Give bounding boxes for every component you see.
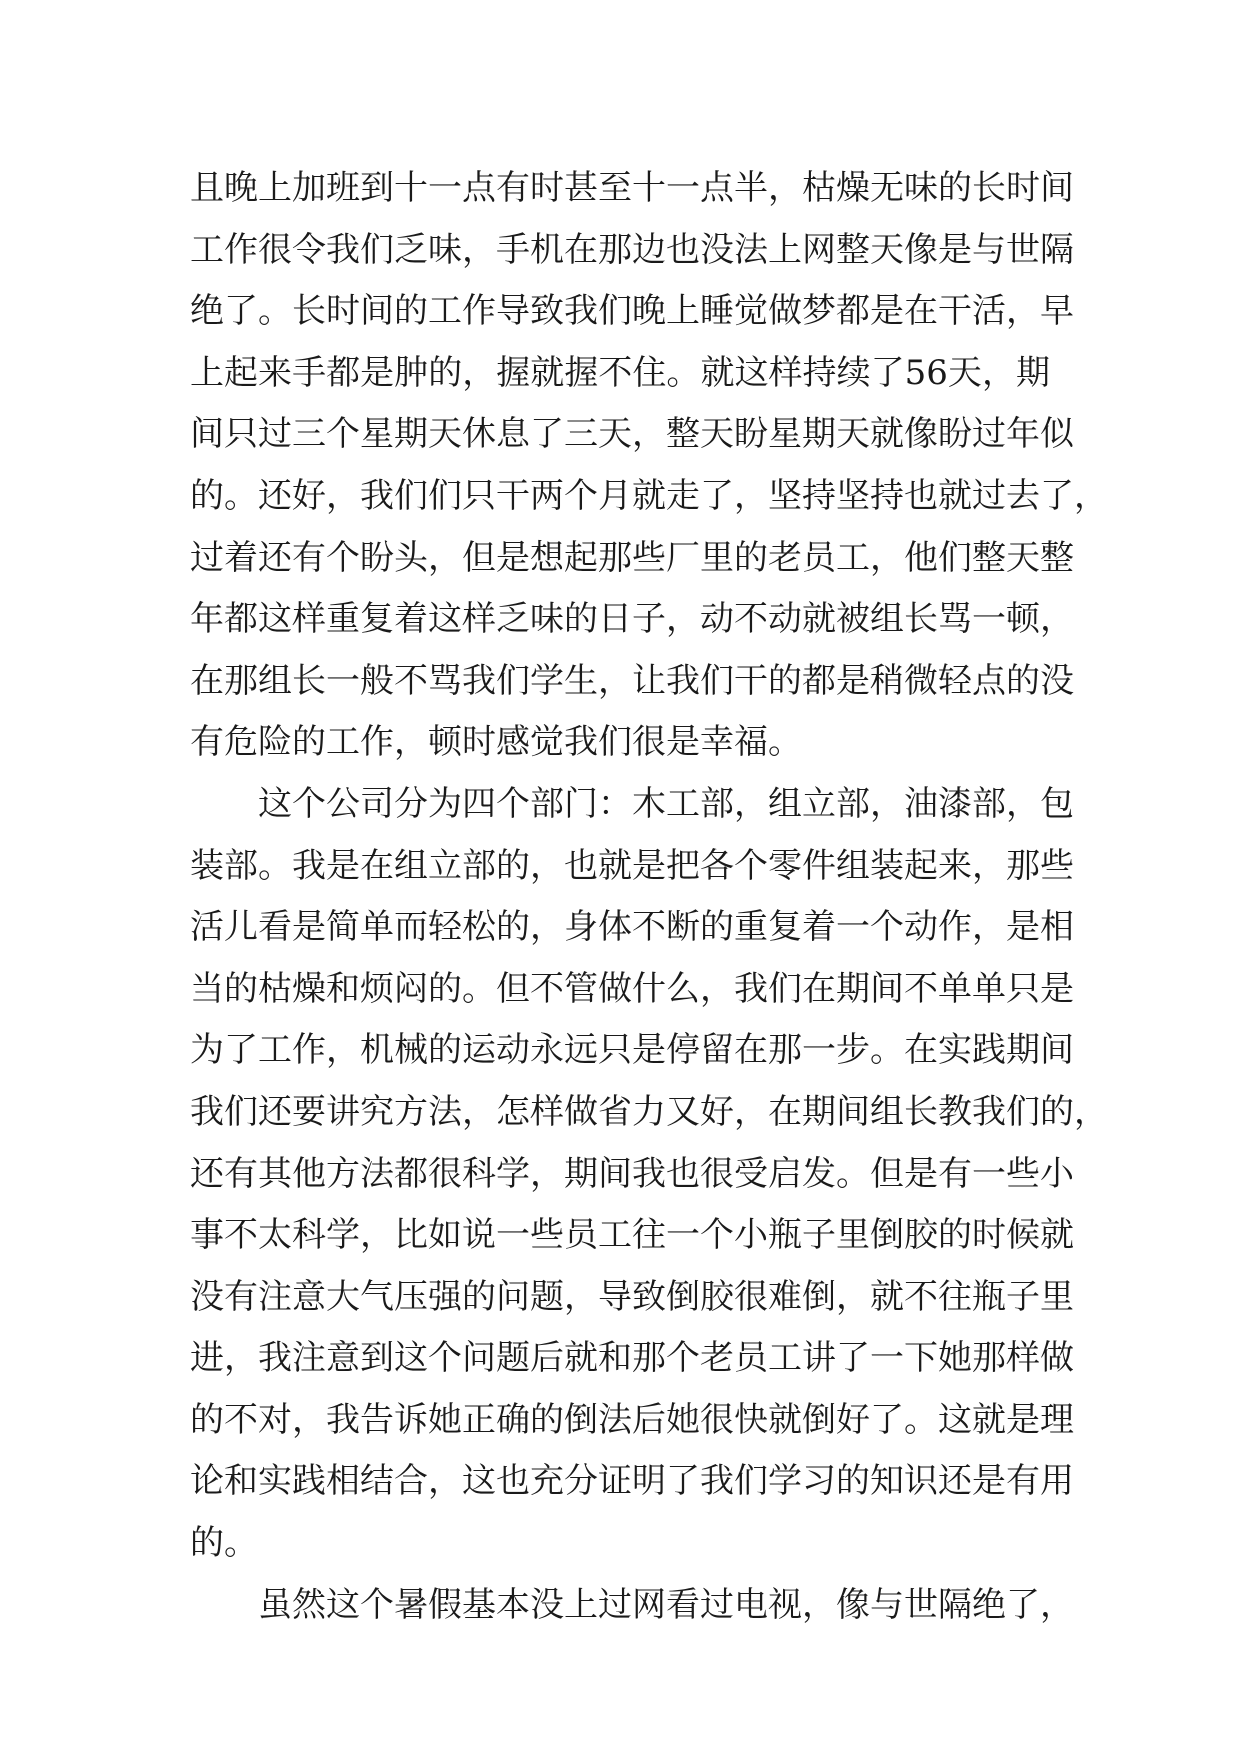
text-line: 装部。我是在组立部的，也就是把各个零件组装起来，那些 (190, 845, 1074, 886)
text-line: 的不对，我告诉她正确的倒法后她很快就倒好了。这就是理 (190, 1399, 1074, 1440)
text-line: 论和实践相结合，这也充分证明了我们学习的知识还是有用 (190, 1461, 1074, 1502)
paragraph-start-line: 虽然这个暑假基本没上过网看过电视，像与世隔绝了， (258, 1584, 1074, 1625)
text-line: 事不太科学，比如说一些员工往一个小瓶子里倒胶的时候就 (190, 1215, 1074, 1256)
text-line: 为了工作，机械的运动永远只是停留在那一步。在实践期间 (190, 1030, 1074, 1071)
text-line: 工作很令我们乏味，手机在那边也没法上网整天像是与世隔 (190, 229, 1074, 270)
text-line: 在那组长一般不骂我们学生，让我们干的都是稍微轻点的没 (190, 660, 1074, 701)
text-line: 我们还要讲究方法，怎样做省力又好，在期间组长教我们的， (190, 1091, 1108, 1132)
text-line: 绝了。长时间的工作导致我们晚上睡觉做梦都是在干活，早 (190, 291, 1074, 332)
text-line: 当的枯燥和烦闷的。但不管做什么，我们在期间不单单只是 (190, 968, 1074, 1009)
text-line: 过着还有个盼头，但是想起那些厂里的老员工，他们整天整 (190, 537, 1074, 578)
text-line: 且晚上加班到十一点有时甚至十一点半，枯燥无味的长时间 (190, 168, 1074, 208)
text-line: 上起来手都是肿的，握就握不住。就这样持续了56天，期 (190, 352, 1050, 393)
body-text (190, 158, 1108, 1636)
text-line: 有危险的工作，顿时感觉我们很是幸福。 (190, 722, 802, 763)
text-line: 还有其他方法都很科学，期间我也很受启发。但是有一些小 (190, 1153, 1074, 1194)
paragraph-start-line: 这个公司分为四个部门：木工部，组立部，油漆部，包 (258, 783, 1074, 824)
text-line: 的。 (190, 1523, 258, 1564)
text-line: 活儿看是简单而轻松的，身体不断的重复着一个动作，是相 (190, 907, 1074, 948)
text-line: 年都这样重复着这样乏味的日子，动不动就被组长骂一顿， (190, 599, 1074, 640)
text-line: 的。还好，我们们只干两个月就走了，坚持坚持也就过去了， (190, 475, 1108, 516)
text-line: 进，我注意到这个问题后就和那个老员工讲了一下她那样做 (190, 1338, 1074, 1379)
text-line: 没有注意大气压强的问题，导致倒胶很难倒，就不往瓶子里 (190, 1276, 1074, 1317)
text-line: 间只过三个星期天休息了三天，整天盼星期天就像盼过年似 (190, 414, 1074, 455)
